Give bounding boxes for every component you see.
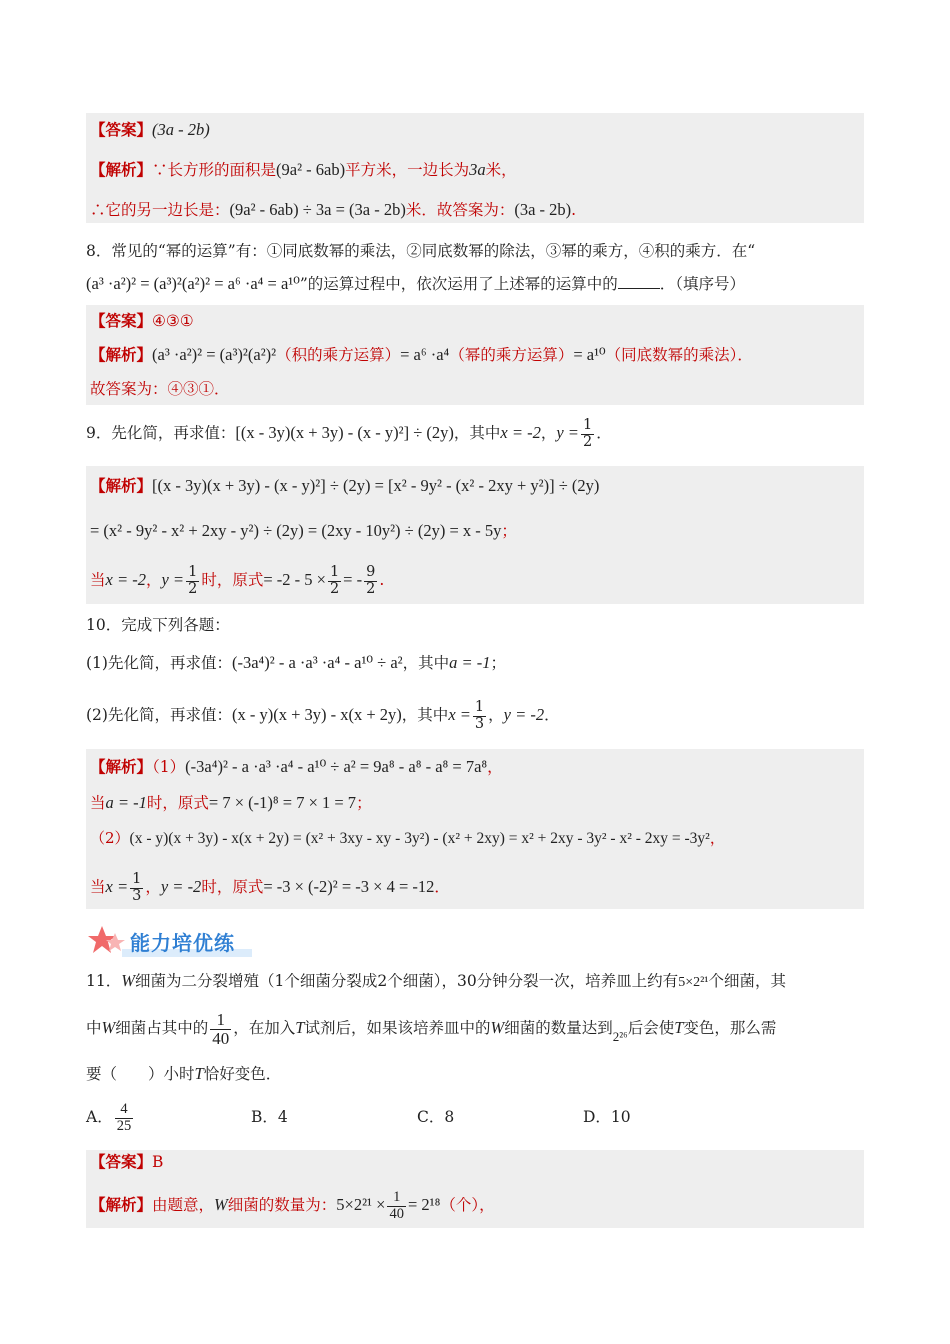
q8-answer-line: 【答案】④③① (90, 311, 194, 330)
q11-option-b[interactable]: B．4 (251, 1108, 288, 1126)
q9-analysis-line-3: 当x = -2，y = $\frac{1}{2}$ 时，原式= -2 - 5 × $\frac{1}{2}$ = - $\frac{9}{2}$ . (90, 564, 385, 597)
q11-option-d[interactable]: D．10 (583, 1108, 631, 1126)
q11-analysis-line: 【解析】由题意，W细菌的数量为：5×2²¹ × $\frac{1}{40}$ = 2¹⁸（个）， (90, 1189, 495, 1222)
q11-fraction: $\frac{1}{40}$ (212, 1009, 230, 1048)
q7-answer-value: (3a - 2b) (152, 120, 210, 139)
q10-analysis-line-2: 当a = -1时，原式= 7 × (-1)⁸ = 7 × 1 = 7； (90, 793, 372, 812)
q8-analysis-line-1: 【解析】(a³ ·a²)² = (a³)²(a²)²（积的乘方运算）= a⁶ ·a⁴（幂的乘方运算）= a¹⁰（同底数幂的乘法）． (90, 345, 753, 364)
q8-line-2: (a³ ·a²)² = (a³)²(a²)² = a⁶ ·a⁴ = a¹⁰”的运算过程中，依次运用了上述幂的运算中的 ．（填序号） (86, 274, 746, 293)
q10-analysis-line-4: 当x = $\frac{1}{3}$ ，y = -2时，原式= -3 × (-2)² = -3 × 4 = -12． (90, 871, 450, 904)
q11-option-a[interactable]: A． $\frac{4}{25}$ (86, 1101, 132, 1134)
q8-line-1: 8．常见的“幂的运算”有：①同底数幂的乘法，②同底数幂的除法，③幂的乘方，④积的乘方．在“ (86, 242, 756, 260)
q11-line-1: 11．W细菌为二分裂增殖（1个细菌分裂成2个细菌），30分钟分裂一次，培养皿上约有5×2²¹个细菌，其 (86, 971, 786, 990)
q7-answer-line (90, 122, 210, 139)
star-icon (88, 925, 126, 955)
q10-part-1: (1)先化简，再求值：(-3a⁴)² - a ·a³ ·a⁴ - a¹⁰ ÷ a²，其中a = -1； (86, 653, 507, 672)
q11-answer-block (86, 1150, 864, 1228)
q10-title: 10．完成下列各题： (86, 616, 230, 634)
q10-part-2: (2)先化简，再求值：(x - y)(x + 3y) - x(x + 2y)，其中x = $\frac{1}{3}$ ，y = -2． (86, 699, 560, 732)
section-header (88, 923, 288, 957)
q11-answer-line: 【答案】B (90, 1152, 164, 1171)
q11-option-c[interactable]: C．8 (417, 1108, 455, 1126)
q7-analysis-line-2: ∴它的另一边长是：(9a² - 6ab) ÷ 3a = (3a - 2b)米．故答案为：(3a - 2b). (90, 200, 577, 219)
q9-fraction: $\frac{1}{2}$ (582, 417, 593, 450)
answer-label: 【答案】 (90, 120, 153, 139)
q11-answer-value: B (152, 1153, 164, 1171)
analysis-label: 【解析】 (90, 160, 153, 179)
q9-analysis-line-2: = (x² - 9y² - x² + 2xy - y²) ÷ (2y) = (2xy - 10y²) ÷ (2y) = x - 5y； (90, 521, 517, 540)
q8-answer-block (86, 305, 864, 405)
q7-answer-block (86, 113, 864, 223)
q11-line-2: 中W细菌占其中的 $\frac{1}{40}$ ，在加入T试剂后，如果该培养皿中的W细菌的数量达到$_{2^{26}}$后会使T变色，那么需 (86, 1009, 777, 1048)
q9-question: 9．先化简，再求值：[(x - 3y)(x + 3y) - (x - y)²] ÷ (2y)，其中x = -2，y = $\frac{1}{2}$ ． (86, 417, 612, 450)
q8-analysis-line-2: 故答案为：④③①． (90, 380, 230, 398)
q10-analysis-line-3: （2）(x - y)(x + 3y) - x(x + 2y) = (x² + 3xy - xy - 3y²) - (x² + 2xy) = x² + 2xy - 3y² - x² - 2xy = -3y²， (90, 829, 725, 847)
q9-analysis-block (86, 466, 864, 604)
q8-answer-value: ④③① (152, 312, 194, 330)
q7-analysis-line-1: 【解析】∵长方形的面积是(9a² - 6ab)平方米，一边长为3a米， (90, 160, 517, 179)
q9-analysis-line-1: 【解析】[(x - 3y)(x + 3y) - (x - y)²] ÷ (2y) = [x² - 9y² - (x² - 2xy + y²)] ÷ (2y) (90, 476, 600, 495)
answer-blank (618, 288, 660, 289)
section-title: 能力培优练 (130, 931, 235, 955)
q10-analysis-line-1: 【解析】（1）(-3a⁴)² - a ·a³ ·a⁴ - a¹⁰ ÷ a² = 9a⁸ - a⁸ - a⁸ = 7a⁸， (90, 757, 503, 776)
q10-analysis-block (86, 749, 864, 909)
q11-line-3: 要（ ）小时T恰好变色． (86, 1064, 282, 1083)
